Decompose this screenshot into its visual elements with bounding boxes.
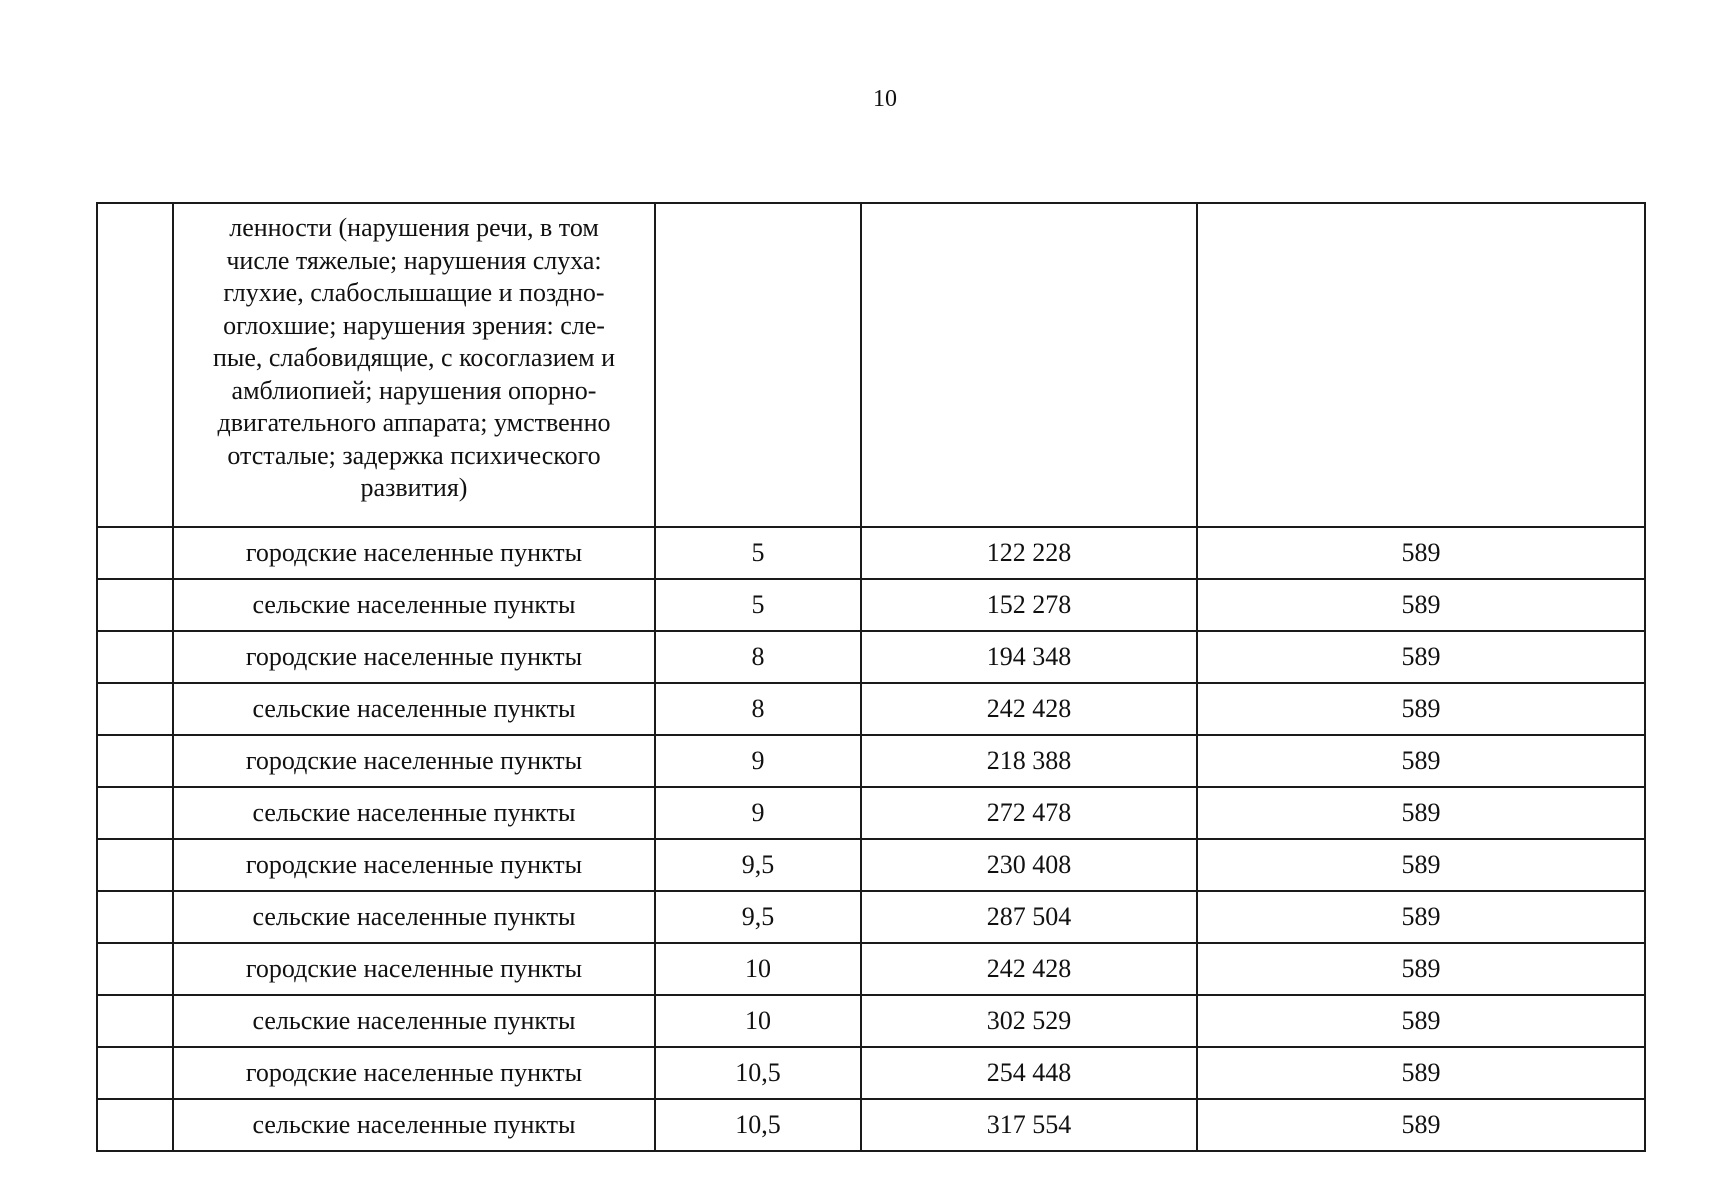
table-row bbox=[97, 995, 1645, 1047]
value-cell-1: 9 bbox=[655, 787, 861, 839]
continuation-row bbox=[97, 203, 1645, 527]
value-cell-3: 589 bbox=[1197, 527, 1645, 579]
settlement-type: сельские населенные пункты bbox=[173, 579, 655, 631]
row-number-cell bbox=[97, 735, 173, 787]
value-cell-3: 589 bbox=[1197, 683, 1645, 735]
row-number-cell bbox=[97, 527, 173, 579]
table-row bbox=[97, 579, 1645, 631]
row-number-cell bbox=[97, 631, 173, 683]
value-cell-2: 242 428 bbox=[861, 683, 1197, 735]
table-row bbox=[97, 839, 1645, 891]
description-line: глухие, слабослышащие и поздно- bbox=[223, 278, 605, 307]
row-number-cell bbox=[97, 1099, 173, 1151]
settlement-type: городские населенные пункты bbox=[173, 943, 655, 995]
value-cell-3: 589 bbox=[1197, 891, 1645, 943]
row-number-cell bbox=[97, 891, 173, 943]
value-cell-3: 589 bbox=[1197, 943, 1645, 995]
value-cell-2: 122 228 bbox=[861, 527, 1197, 579]
value-cell-1: 10 bbox=[655, 995, 861, 1047]
value-cell-3: 589 bbox=[1197, 735, 1645, 787]
settlement-type: городские населенные пункты bbox=[173, 527, 655, 579]
value-cell-2: 302 529 bbox=[861, 995, 1197, 1047]
table-row bbox=[97, 527, 1645, 579]
value-cell-2: 230 408 bbox=[861, 839, 1197, 891]
value-cell-1: 10,5 bbox=[655, 1047, 861, 1099]
description-line: оглохшие; нарушения зрения: сле- bbox=[223, 310, 605, 340]
settlement-type: сельские населенные пункты bbox=[173, 683, 655, 735]
value-cell-2: 242 428 bbox=[861, 943, 1197, 995]
table-row bbox=[97, 631, 1645, 683]
page-number: 10 bbox=[873, 86, 897, 112]
value-cell-2: 254 448 bbox=[861, 1047, 1197, 1099]
settlement-type: сельские населенные пункты bbox=[173, 787, 655, 839]
empty-cell bbox=[861, 203, 1197, 527]
value-cell-3: 589 bbox=[1197, 579, 1645, 631]
table-row bbox=[97, 683, 1645, 735]
description-line: амблиопией; нарушения опорно- bbox=[231, 375, 597, 405]
row-number-cell bbox=[97, 995, 173, 1047]
settlement-type: сельские населенные пункты bbox=[173, 995, 655, 1047]
value-cell-3: 589 bbox=[1197, 1047, 1645, 1099]
row-number-cell bbox=[97, 787, 173, 839]
table-row bbox=[97, 943, 1645, 995]
description-line: двигательного аппарата; умственно bbox=[217, 408, 611, 437]
row-number-cell bbox=[97, 683, 173, 735]
tariff-table bbox=[96, 202, 1646, 1152]
row-number-cell bbox=[97, 1047, 173, 1099]
row-number-cell bbox=[97, 579, 173, 631]
settlement-type: сельские населенные пункты bbox=[173, 1099, 655, 1151]
category-description bbox=[173, 203, 655, 527]
description-line: развития) bbox=[360, 473, 468, 502]
row-number-cell bbox=[97, 943, 173, 995]
value-cell-2: 272 478 bbox=[861, 787, 1197, 839]
table-row bbox=[97, 891, 1645, 943]
value-cell-1: 9,5 bbox=[655, 891, 861, 943]
settlement-type: городские населенные пункты bbox=[173, 839, 655, 891]
empty-cell bbox=[655, 203, 861, 527]
table-row bbox=[97, 1099, 1645, 1151]
value-cell-1: 5 bbox=[655, 579, 861, 631]
table-row bbox=[97, 787, 1645, 839]
value-cell-1: 10 bbox=[655, 943, 861, 995]
description-line: пые, слабовидящие, с косоглазием и bbox=[212, 343, 616, 372]
value-cell-3: 589 bbox=[1197, 1099, 1645, 1151]
value-cell-1: 5 bbox=[655, 527, 861, 579]
value-cell-2: 152 278 bbox=[861, 579, 1197, 631]
value-cell-2: 194 348 bbox=[861, 631, 1197, 683]
description-line: ленности (нарушения речи, в том bbox=[229, 213, 599, 242]
value-cell-2: 287 504 bbox=[861, 891, 1197, 943]
settlement-type: городские населенные пункты bbox=[173, 735, 655, 787]
settlement-type: сельские населенные пункты bbox=[173, 891, 655, 943]
table-row bbox=[97, 735, 1645, 787]
row-number-cell bbox=[97, 839, 173, 891]
settlement-type: городские населенные пункты bbox=[173, 1047, 655, 1099]
value-cell-3: 589 bbox=[1197, 787, 1645, 839]
value-cell-3: 589 bbox=[1197, 839, 1645, 891]
value-cell-3: 589 bbox=[1197, 631, 1645, 683]
value-cell-1: 8 bbox=[655, 631, 861, 683]
value-cell-1: 8 bbox=[655, 683, 861, 735]
value-cell-2: 317 554 bbox=[861, 1099, 1197, 1151]
value-cell-2: 218 388 bbox=[861, 735, 1197, 787]
settlement-type: городские населенные пункты bbox=[173, 631, 655, 683]
value-cell-3: 589 bbox=[1197, 995, 1645, 1047]
value-cell-1: 9,5 bbox=[655, 839, 861, 891]
description-line: числе тяжелые; нарушения слуха: bbox=[226, 245, 602, 275]
description-line: отсталые; задержка психического bbox=[227, 440, 601, 470]
table-row bbox=[97, 1047, 1645, 1099]
empty-cell bbox=[1197, 203, 1645, 527]
value-cell-1: 9 bbox=[655, 735, 861, 787]
row-number-cell bbox=[97, 203, 173, 527]
value-cell-1: 10,5 bbox=[655, 1099, 861, 1151]
